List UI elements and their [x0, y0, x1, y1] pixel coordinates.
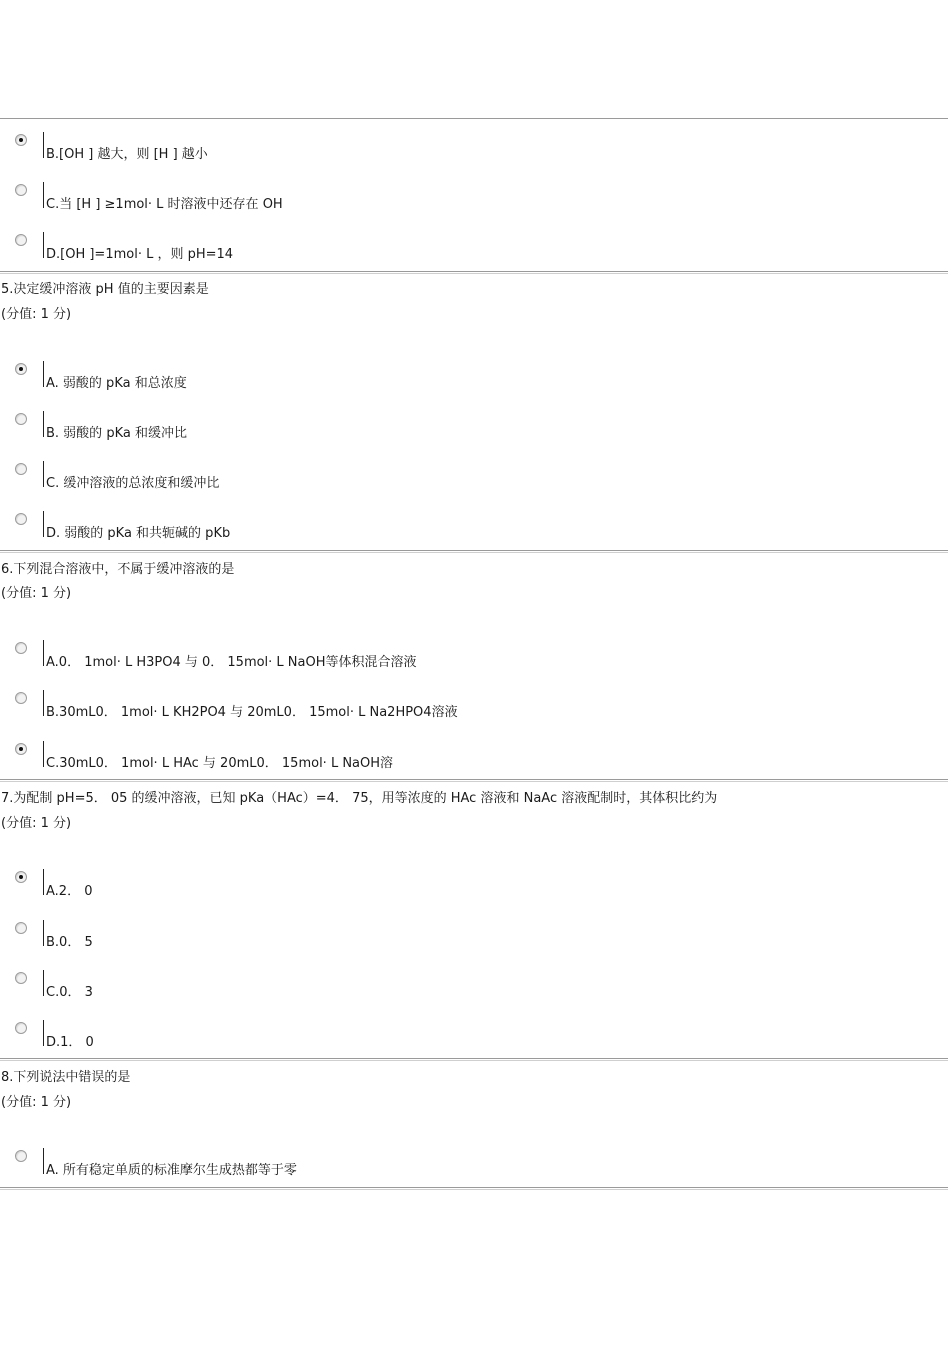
radio-button[interactable] [15, 692, 27, 704]
question-title: 8.下列说法中错误的是 [1, 1070, 131, 1085]
option-label: A. 弱酸的 pKa 和总浓度 [46, 376, 187, 391]
question-score: (分值: 1 分) [1, 816, 72, 831]
option-separator [43, 920, 44, 946]
option-separator [43, 690, 44, 716]
radio-button[interactable] [15, 972, 27, 984]
question-score: (分值: 1 分) [1, 1095, 72, 1110]
option-label: B.30mL0． 1mol· L KH2PO4 与 20mL0． 15mol· L Na2HPO4溶液 [46, 705, 458, 720]
radio-button[interactable] [15, 134, 27, 146]
divider [0, 550, 948, 553]
radio-button[interactable] [15, 743, 27, 755]
option-label: C.0． 3 [46, 985, 93, 1000]
option-label: C.当 [H ] ≥1mol· L 时溶液中还存在 OH [46, 197, 283, 212]
question-title: 6.下列混合溶液中，不属于缓冲溶液的是 [1, 562, 235, 577]
option-separator [43, 132, 44, 158]
option-label: A.0． 1mol· L H3PO4 与 0． 15mol· L NaOH等体积混合溶液 [46, 655, 417, 670]
option-label: C. 缓冲溶液的总浓度和缓冲比 [46, 476, 220, 491]
question-score: (分值: 1 分) [1, 586, 72, 601]
radio-button[interactable] [15, 1022, 27, 1034]
radio-button[interactable] [15, 1150, 27, 1162]
radio-button[interactable] [15, 363, 27, 375]
radio-button[interactable] [15, 413, 27, 425]
option-separator [43, 640, 44, 666]
option-separator [43, 869, 44, 895]
option-separator [43, 411, 44, 437]
option-label: D. 弱酸的 pKa 和共轭碱的 pKb [46, 526, 231, 541]
radio-button[interactable] [15, 642, 27, 654]
divider [0, 779, 948, 782]
radio-button[interactable] [15, 234, 27, 246]
option-separator [43, 361, 44, 387]
option-label: C.30mL0． 1mol· L HAc 与 20mL0． 15mol· L NaOH溶 [46, 756, 394, 771]
option-separator [43, 511, 44, 537]
radio-button[interactable] [15, 513, 27, 525]
option-separator [43, 741, 44, 767]
option-separator [43, 232, 44, 258]
option-label: D.[OH ]=1mol· L ，则 pH=14 [46, 247, 234, 262]
option-separator [43, 970, 44, 996]
option-separator [43, 1148, 44, 1174]
divider [0, 1058, 948, 1061]
option-label: A. 所有稳定单质的标准摩尔生成热都等于零 [46, 1163, 297, 1178]
question-score: (分值: 1 分) [1, 307, 72, 322]
option-label: B. 弱酸的 pKa 和缓冲比 [46, 426, 187, 441]
option-separator [43, 461, 44, 487]
option-separator [43, 1020, 44, 1046]
divider [0, 118, 948, 119]
divider [0, 271, 948, 274]
question-title: 7.为配制 pH=5． 05 的缓冲溶液，已知 pKa（HAc）=4． 75，用等浓度的 HAc 溶液和 NaAc 溶液配制时，其体积比约为 [1, 791, 718, 806]
radio-button[interactable] [15, 922, 27, 934]
option-separator [43, 182, 44, 208]
option-label: A.2． 0 [46, 884, 93, 899]
radio-button[interactable] [15, 463, 27, 475]
radio-button[interactable] [15, 184, 27, 196]
option-label: B.[OH ] 越大，则 [H ] 越小 [46, 147, 208, 162]
option-label: D.1． 0 [46, 1035, 94, 1050]
question-title: 5.决定缓冲溶液 pH 值的主要因素是 [1, 282, 209, 297]
radio-button[interactable] [15, 871, 27, 883]
option-label: B.0． 5 [46, 935, 93, 950]
divider [0, 1187, 948, 1190]
